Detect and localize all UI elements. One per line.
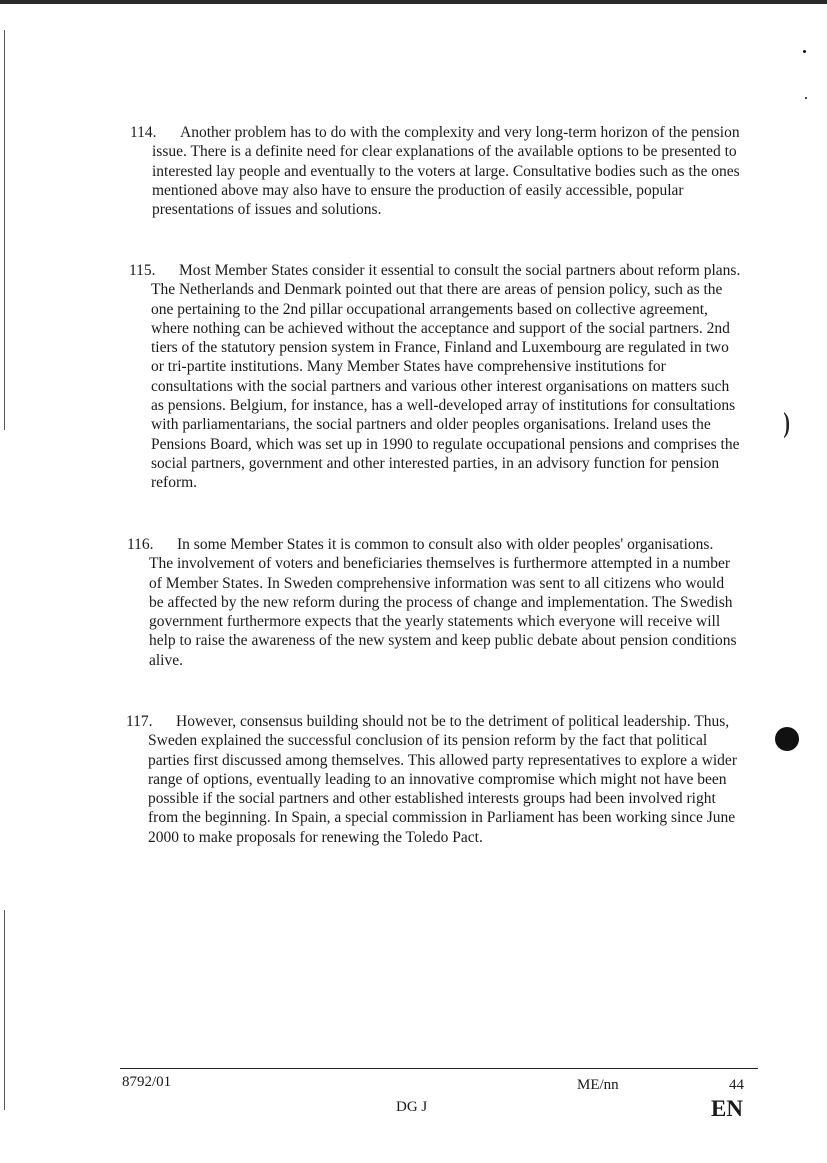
paragraph-number: 114. bbox=[130, 124, 157, 141]
language-code: EN bbox=[711, 1096, 743, 1121]
scan-artifact-paren-icon: ) bbox=[783, 408, 790, 439]
paragraph-number: 117. bbox=[126, 713, 153, 730]
scan-left-mark bbox=[4, 910, 5, 1110]
paragraph-text: Most Member States consider it essential to consult the social partners about reform plans. The Netherlands and Denmark pointed out that there are areas of pension policy, such as the one pertaining to the 2nd pillar occupational arrangements based on collective agreement, where nothing can be achieved without the acceptance and support of the social partners. 2nd tiers of the statutory pension system in France, Finland and Luxembourg are regulated in two or tri-partite institutions. Many Member States have comprehensive institutions for consultations with the social partners and various other interest organisations on matters such as pensions. Belgium, for instance, has a well-developed array of institutions for consultations with parliamentarians, the social partners and older peoples organisations. Ireland uses the Pensions Board, which was set up in 1990 to regulate occupational pensions and comprises the social partners, government and other interested parties, in an advisory function for pension reform. bbox=[151, 262, 741, 492]
hole-punch-icon bbox=[775, 727, 799, 751]
footer-divider bbox=[120, 1068, 758, 1069]
directorate-label: DG J bbox=[396, 1099, 428, 1115]
paragraph-text: Another problem has to do with the complexity and very long-term horizon of the pension issue. There is a definite need for clear explanations of the available options to be presented to interested lay people and eventually to the voters at large. Consultative bodies such as the ones mentioned above may also have to ensure the production of easily accessible, popular presentations of issues and solutions. bbox=[152, 124, 740, 219]
department-code: ME/nn bbox=[577, 1077, 619, 1093]
paragraph-number: 116. bbox=[127, 536, 154, 553]
document-number: 8792/01 bbox=[122, 1074, 172, 1090]
paragraph-117 bbox=[126, 712, 738, 847]
scan-top-border bbox=[0, 0, 827, 4]
paragraph-text: In some Member States it is common to consult also with older peoples' organisations. The involvement of voters and beneficiaries themselves is furthermore attempted in a number of Member States. In Sweden comprehensive information was sent to all citizens who would be affected by the new reform during the process of change and implementation. The Swedish government furthermore expects that the yearly statements which everyone will receive will help to raise the awareness of the new system and keep public debate about pension conditions alive. bbox=[149, 536, 737, 669]
scan-speck bbox=[803, 50, 806, 53]
paragraph-114 bbox=[130, 123, 742, 219]
paragraph-text: However, consensus building should not be to the detriment of political leadership. Thus, Sweden explained the successful conclusion of its pension reform by the fact that political parties first discussed among themselves. This allowed party representatives to explore a wider range of options, eventually leading to an innovative compromise which might not have been possible if the social partners and other established interests groups had been involved right from the beginning. In Spain, a special commission in Parliament has been working since June 2000 to make proposals for renewing the Toledo Pact. bbox=[148, 713, 737, 846]
paragraph-116 bbox=[127, 535, 739, 670]
paragraph-115 bbox=[129, 261, 741, 493]
paragraph-number: 115. bbox=[129, 262, 156, 279]
page-number: 44 bbox=[729, 1077, 744, 1093]
scan-speck bbox=[805, 97, 807, 99]
scan-left-mark bbox=[4, 30, 5, 430]
